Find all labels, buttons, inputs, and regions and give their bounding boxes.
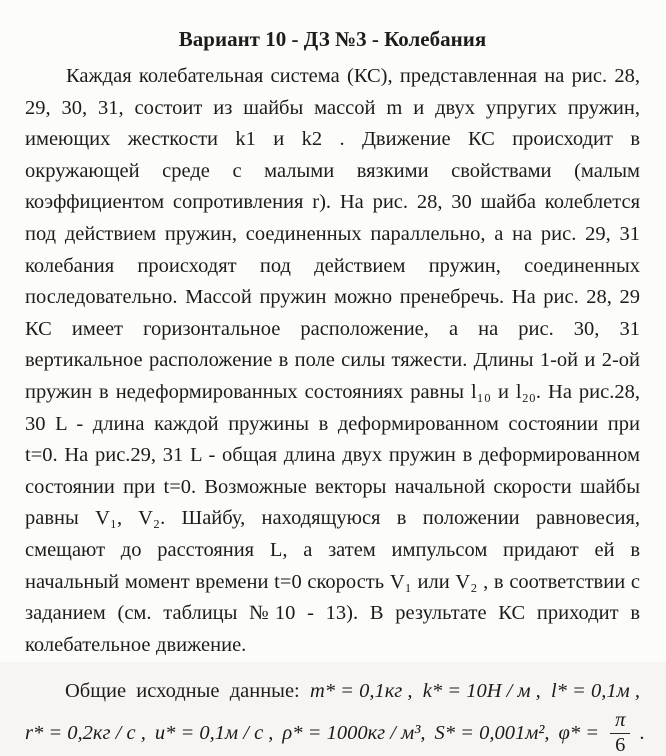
given-data-line-1[interactable] [25, 675, 640, 707]
formula-angle-lhs: φ* = [558, 721, 600, 744]
given-data-line-2[interactable] [25, 709, 645, 756]
fraction-numerator: π [610, 710, 630, 734]
formula-density: ρ* = 1000кг / м³, [282, 721, 426, 744]
formula-area: S* = 0,001м², [434, 721, 550, 744]
fraction-pi-over-6 [610, 710, 630, 756]
sentence-terminator: . [639, 721, 645, 744]
given-data-block [25, 675, 645, 756]
fraction-denominator: 6 [615, 733, 626, 756]
formula-resistance: r* = 0,2кг / с , [25, 721, 146, 744]
formula-mass: m* = 0,1кг , [309, 680, 413, 703]
formula-stiffness: k* = 10Н / м , [422, 680, 541, 703]
formula-velocity: u* = 0,1м / с , [154, 721, 274, 744]
problem-statement-paragraph[interactable]: Каждая колебательная система (КС), представленная на рис. 28, 29, 30, 31, состоит из шайбы массой m и двух упругих пружин, имеющих жесткости k1 и k2 . Движение КС происходит в окружающей среде с малыми вязкими свойствами (малым коэффициентом сопротивления r). На рис. 28, 30 шайба колеблется под действием пружин, соединенных параллельно, а на рис. 29, 31 колебания происходят под действием пружин, соединенных последовательно. Массой пружин можно пренебречь. На рис. 28, 29 КС имеет горизонтальное расположение, а на рис. 30, 31 вертикальное расположение в поле силы тяжести. Длины 1-ой и 2-ой пружин в недеформированных состояниях равны l₁₀ и l₂₀. На рис.28, 30 L - длина каждой пружины в деформированном состоянии при t=0. На рис.29, 31 L - общая длина двух пружин в деформированном состоянии при t=0. Возможные векторы начальной скорости шайбы равны V₁, V₂. Шайбу, находящуюся в положении равновесия, смещают до расстояния L, а затем импульсом придают ей в начальный момент времени t=0 скорость V₁ или V₂ , в соответствии с заданием (см. таблицы №10 - 13). В результате КС приходит в колебательное движение. [25, 65, 640, 656]
given-label-word: Общие [65, 680, 127, 703]
formula-length: l* = 0,1м , [550, 680, 640, 703]
given-label-word: данные: [229, 680, 300, 703]
given-label-word: исходные [136, 680, 220, 703]
document-title[interactable]: Вариант 10 - ДЗ №3 - Колебания [178, 27, 487, 51]
